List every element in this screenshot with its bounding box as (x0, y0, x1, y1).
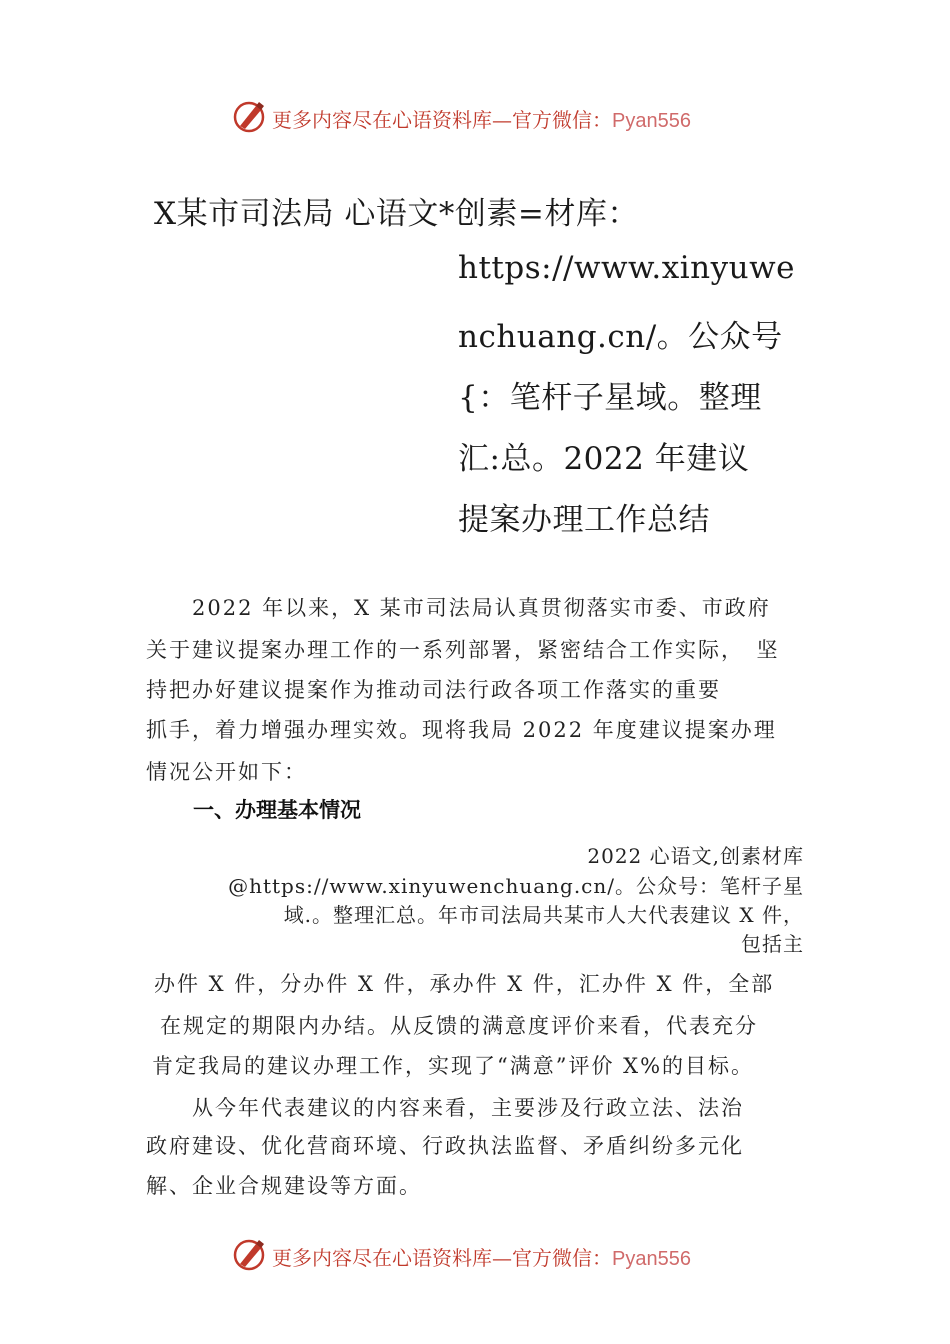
section-right-line: 域.。整理汇总。年市司法局共某市人大代表建议 X 件， (283, 903, 804, 927)
banner-wechat-id: Pyan556 (612, 110, 691, 132)
intro-line: 情况公开如下： (146, 760, 307, 784)
title-line: {：笔杆子星域。整理 (458, 380, 762, 416)
title-line: https://www.xinyuwe (458, 250, 795, 286)
section-right-line: 2022 心语文,创素材库 (587, 844, 804, 868)
title-right (458, 250, 818, 555)
title-line: nchuang.cn/。公众号 (458, 319, 783, 355)
footer-banner (0, 1234, 950, 1274)
intro-line: 关于建议提案办理工作的一系列部署，紧密结合工作实际， 坚 (146, 638, 780, 662)
title-line: 提案办理工作总结 (458, 502, 710, 538)
content-line: 从今年代表建议的内容来看，主要涉及行政立法、法治 (146, 1096, 744, 1120)
section-line: 肯定我局的建议办理工作，实现了“满意”评价 X%的目标。 (152, 1054, 755, 1078)
intro-line: 持把办好建议提案作为推动司法行政各项工作落实的重要 (146, 678, 721, 702)
content-line: 政府建设、优化营商环境、行政执法监督、矛盾纠纷多元化 (146, 1134, 744, 1158)
banner-wechat-id: Pyan556 (612, 1248, 691, 1270)
title-line: 汇:总。2022 年建议 (458, 441, 750, 477)
section-right-line: @https://www.xinyuwenchuang.cn/。公众号：笔杆子星 (228, 874, 804, 898)
header-banner (0, 96, 950, 136)
section-line: 在规定的期限内办结。从反馈的满意度评价来看，代表充分 (160, 1014, 758, 1038)
title-left: X某市司法局 心语文*创素=材库： (154, 196, 639, 232)
banner-text: 更多内容尽在心语资料库—官方微信： (272, 1246, 612, 1270)
section-heading: 一、办理基本情况 (193, 798, 361, 822)
pen-logo-icon (232, 1236, 268, 1272)
content-line: 解、企业合规建设等方面。 (146, 1174, 422, 1198)
intro-line: 抓手，着力增强办理实效。现将我局 2022 年度建议提案办理 (146, 718, 777, 742)
intro-line: 2022 年以来，X 某市司法局认真贯彻落实市委、市政府 (146, 596, 771, 620)
section-right-line: 包括主 (741, 932, 804, 956)
banner-text: 更多内容尽在心语资料库—官方微信： (272, 108, 612, 132)
section-line: 办件 X 件，分办件 X 件，承办件 X 件，汇办件 X 件，全部 (154, 972, 775, 996)
pen-logo-icon (232, 98, 268, 134)
